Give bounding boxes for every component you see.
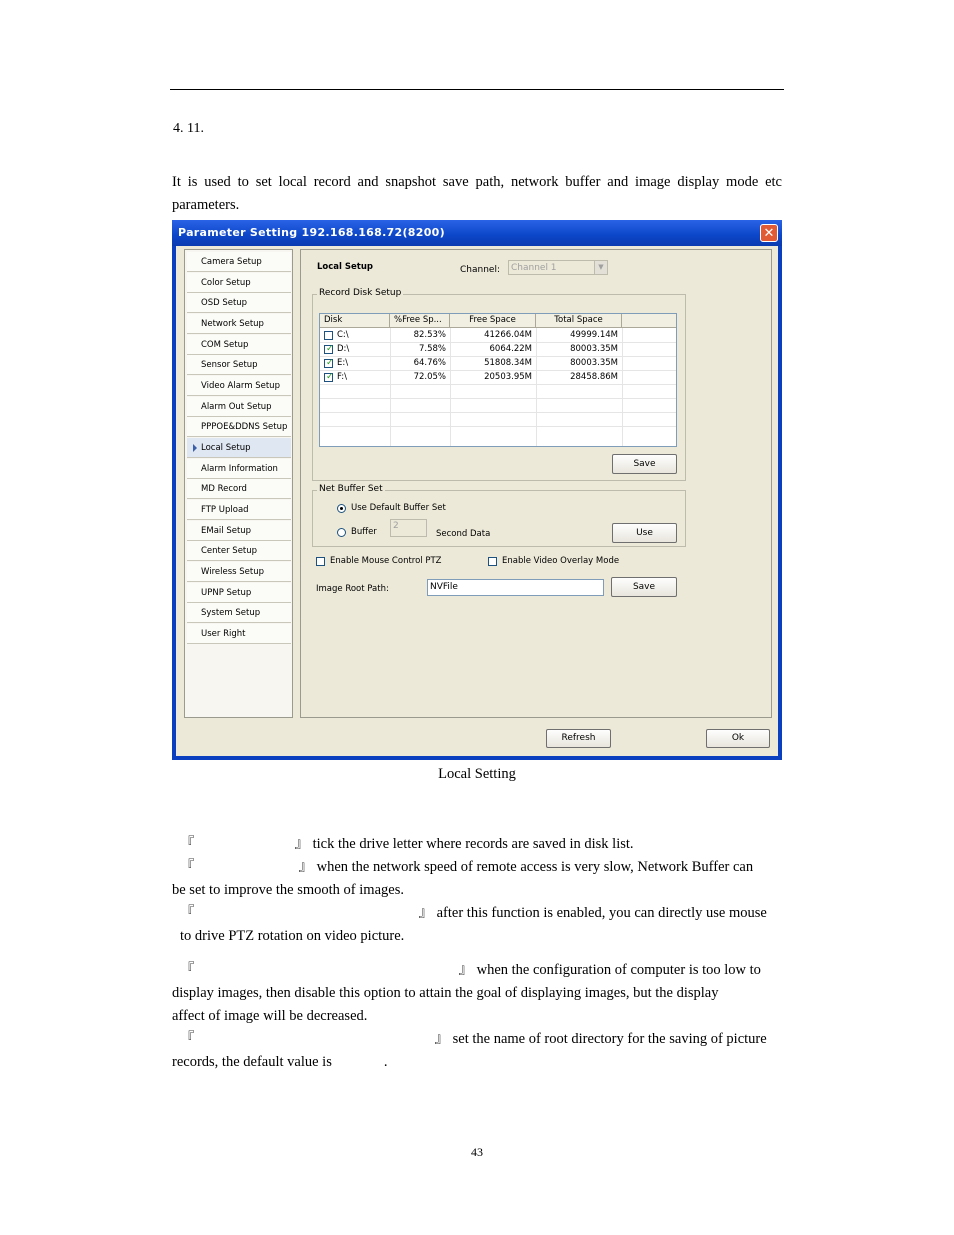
nav-item-upnp-setup[interactable]: UPNP Setup	[187, 583, 291, 603]
panel-title: Local Setup	[317, 262, 373, 272]
disk-list-table	[319, 313, 677, 447]
disk-name: C:\	[337, 330, 349, 340]
disk-free-space: 41266.04M	[484, 330, 532, 340]
chevron-down-icon: ▼	[594, 261, 607, 274]
disk-free-percent: 7.58%	[418, 344, 446, 354]
record-disk-group-label: Record Disk Setup	[319, 288, 402, 298]
disk-free-percent: 64.76%	[413, 358, 446, 368]
para-video-overlay: 『 』 when the configuration of computer is too low to	[180, 962, 761, 978]
disk-total-space: 80003.35M	[570, 344, 618, 354]
dialog-titlebar	[172, 220, 782, 246]
mouse-ptz-checkbox[interactable]	[316, 557, 325, 566]
parameter-setting-dialog	[172, 220, 782, 760]
dialog-client-area	[176, 246, 778, 756]
disk-free-space: 51808.34M	[484, 358, 532, 368]
save-path-button[interactable]: Save	[611, 577, 677, 597]
checkmark-icon: ✓	[326, 358, 334, 368]
disk-checkbox-d[interactable]	[324, 345, 333, 354]
dialog-title: Parameter Setting 192.168.168.72(8200)	[178, 226, 445, 239]
save-disk-button[interactable]: Save	[612, 454, 677, 474]
default-buffer-label: Use Default Buffer Set	[351, 503, 446, 513]
disk-checkbox-e[interactable]	[324, 359, 333, 368]
nav-item-md-record[interactable]: MD Record	[187, 479, 291, 499]
default-buffer-radio[interactable]	[337, 504, 346, 513]
nav-item-center-setup[interactable]: Center Setup	[187, 541, 291, 561]
channel-label: Channel:	[460, 265, 500, 275]
para-mouse-ptz: 『 』 after this function is enabled, you can directly use mouse	[180, 905, 767, 921]
close-icon[interactable]: ✕	[760, 224, 778, 242]
disk-free-percent: 82.53%	[413, 330, 446, 340]
column-header-free-percent[interactable]: %Free Sp...	[390, 314, 450, 328]
use-buffer-button[interactable]: Use	[612, 523, 677, 543]
video-overlay-label: Enable Video Overlay Mode	[502, 556, 620, 566]
para-image-root-cont: records, the default value is .	[172, 1054, 388, 1070]
disk-checkbox-c[interactable]	[324, 331, 333, 340]
net-buffer-group-label: Net Buffer Set	[319, 484, 383, 494]
channel-select-value: Channel 1	[511, 263, 557, 273]
disk-free-space: 20503.95M	[484, 372, 532, 382]
column-header-disk[interactable]: Disk	[320, 314, 390, 328]
para-record-disk: 『 』 tick the drive letter where records are saved in disk list.	[180, 836, 634, 852]
nav-item-osd-setup[interactable]: OSD Setup	[187, 293, 291, 313]
net-buffer-group	[312, 484, 686, 547]
nav-item-ftp-upload[interactable]: FTP Upload	[187, 500, 291, 520]
nav-item-network-setup[interactable]: Network Setup	[187, 314, 291, 334]
nav-item-wireless-setup[interactable]: Wireless Setup	[187, 562, 291, 582]
para-video-overlay-cont1: display images, then disable this option to attain the goal of displaying images, but the display	[172, 985, 719, 1001]
nav-item-email-setup[interactable]: EMail Setup	[187, 521, 291, 541]
figure-caption: Local Setting	[438, 766, 516, 782]
channel-select[interactable]	[508, 260, 608, 275]
disk-name: E:\	[337, 358, 349, 368]
para-net-buffer-cont: be set to improve the smooth of images.	[172, 882, 404, 898]
disk-name: D:\	[337, 344, 350, 354]
header-rule	[170, 89, 784, 90]
disk-name: F:\	[337, 372, 347, 382]
para-mouse-ptz-cont: to drive PTZ rotation on video picture.	[180, 928, 405, 944]
ok-button[interactable]: Ok	[706, 729, 770, 748]
nav-item-system-setup[interactable]: System Setup	[187, 603, 291, 623]
intro-paragraph: It is used to set local record and snapshot save path, network buffer and image display mode etc parameters.	[172, 174, 782, 213]
disk-checkbox-f[interactable]	[324, 373, 333, 382]
column-header-free-space[interactable]: Free Space	[450, 314, 536, 328]
disk-total-space: 28458.86M	[570, 372, 618, 382]
video-overlay-checkbox[interactable]	[488, 557, 497, 566]
page-number: 43	[471, 1145, 483, 1159]
buffer-label: Buffer	[351, 527, 377, 537]
second-data-label: Second Data	[436, 529, 491, 539]
para-video-overlay-cont2: affect of image will be decreased.	[172, 1008, 368, 1024]
nav-item-pppoe-ddns-setup[interactable]: PPPOE&DDNS Setup	[187, 417, 291, 437]
column-header-total-space[interactable]: Total Space	[536, 314, 622, 328]
nav-item-color-setup[interactable]: Color Setup	[187, 273, 291, 293]
nav-item-local-setup[interactable]: Local Setup	[187, 438, 291, 458]
column-header-blank	[622, 314, 676, 328]
mouse-ptz-label: Enable Mouse Control PTZ	[330, 556, 442, 566]
nav-item-video-alarm-setup[interactable]: Video Alarm Setup	[187, 376, 291, 396]
selected-arrow-icon	[193, 444, 197, 452]
disk-free-percent: 72.05%	[413, 372, 446, 382]
disk-total-space: 49999.14M	[570, 330, 618, 340]
disk-free-space: 6064.22M	[489, 344, 532, 354]
settings-nav-list	[184, 249, 293, 718]
nav-item-camera-setup[interactable]: Camera Setup	[187, 252, 291, 272]
para-image-root: 『 』 set the name of root directory for the saving of picture	[180, 1031, 767, 1047]
checkmark-icon: ✓	[326, 372, 334, 382]
custom-buffer-radio[interactable]	[337, 528, 346, 537]
section-number: 4. 11.	[173, 121, 204, 136]
nav-item-alarm-out-setup[interactable]: Alarm Out Setup	[187, 397, 291, 417]
para-net-buffer: 『 』 when the network speed of remote access is very slow, Network Buffer can	[180, 859, 754, 875]
disk-total-space: 80003.35M	[570, 358, 618, 368]
refresh-button[interactable]: Refresh	[546, 729, 611, 748]
checkmark-icon: ✓	[326, 344, 334, 354]
nav-item-user-right[interactable]: User Right	[187, 624, 291, 644]
image-root-label: Image Root Path:	[316, 584, 389, 594]
nav-item-alarm-information[interactable]: Alarm Information	[187, 459, 291, 479]
local-setup-panel	[300, 249, 772, 718]
nav-item-sensor-setup[interactable]: Sensor Setup	[187, 355, 291, 375]
buffer-seconds-input[interactable]: 2	[390, 519, 427, 537]
nav-item-com-setup[interactable]: COM Setup	[187, 335, 291, 355]
image-root-input[interactable]: NVFile	[427, 579, 604, 596]
record-disk-group	[312, 288, 686, 481]
